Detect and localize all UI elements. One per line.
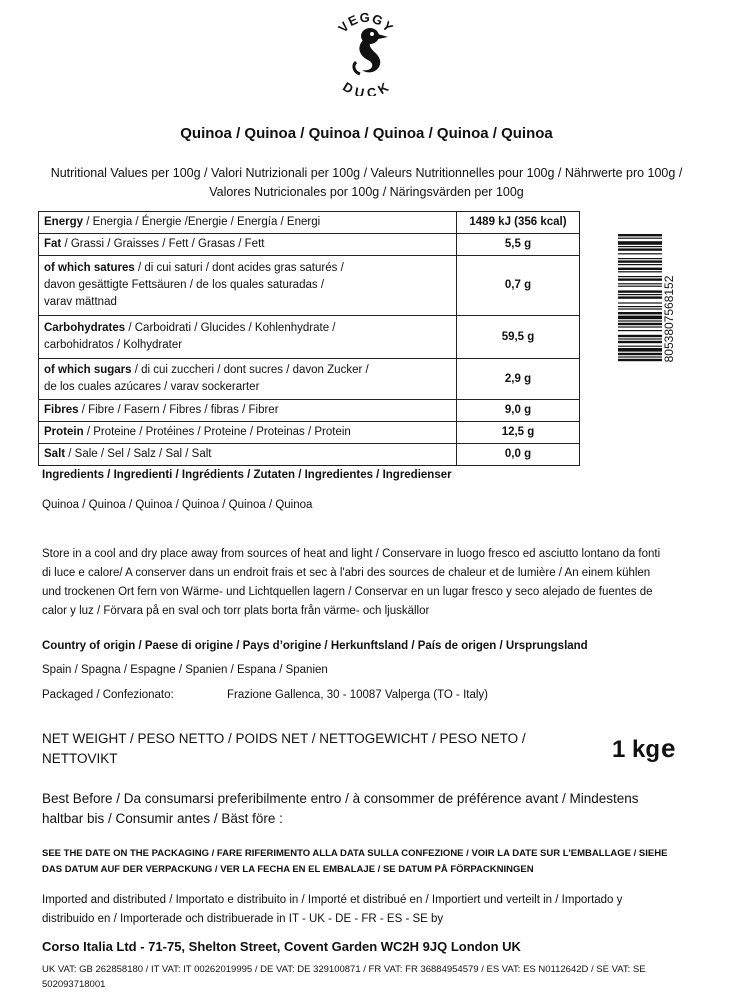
estimated-sign: e bbox=[661, 733, 676, 763]
fat-translations: / Grassi / Graisses / Fett / Grasas / Fett bbox=[61, 238, 265, 250]
barcode-bar bbox=[618, 302, 662, 303]
barcode-bar bbox=[618, 316, 662, 320]
storage-line: Store in a cool and dry place away from sources of heat and light / Conservare in luogo fresco ed asciutto lontano da fonti bbox=[42, 548, 661, 560]
barcode-bar bbox=[618, 338, 662, 339]
sugars-translations-1: / di cui zuccheri / dont sucres / davon Zucker / bbox=[131, 364, 369, 376]
origin-heading: Country of origin / Paese di origine / Pays d’origine / Herkunftsland / País de origen / Ursprungsland bbox=[42, 640, 588, 652]
fibres-label: Fibres bbox=[44, 404, 79, 416]
saturates-value: 0,7 g bbox=[457, 256, 580, 316]
see-date-line: DAS DATUM AUF DER VERPACKUNG / VER LA FECHA EN EL EMBALAJE / SE DATUM PÅ FÖRPACKNINGEN bbox=[42, 864, 534, 875]
barcode-bar bbox=[618, 258, 662, 259]
barcode-bar bbox=[618, 234, 662, 236]
barcode-bar bbox=[618, 323, 662, 325]
net-weight-line: NETTOVIKT bbox=[42, 751, 118, 766]
brand-logo bbox=[326, 4, 406, 96]
vat-line: UK VAT: GB 262858180 / IT VAT: IT 00262019995 / DE VAT: DE 329100871 / FR VAT: FR 36884954579 / ES VAT: ES N0112642D / SE VAT: SE bbox=[42, 964, 646, 975]
storage-instructions bbox=[42, 545, 702, 621]
carbs-translations-2: carbohidratos / Kolhydrater bbox=[44, 339, 183, 351]
salt-label: Salt bbox=[44, 448, 66, 460]
ingredients-heading: Ingredients / Ingredienti / Ingrédients / Zutaten / Ingredientes / Ingredienser bbox=[42, 469, 452, 481]
sugars-label: of which sugars bbox=[44, 364, 132, 376]
barcode-bar bbox=[618, 296, 662, 298]
svg-text:DUCK bbox=[340, 79, 392, 96]
salt-value: 0,0 g bbox=[457, 444, 580, 466]
barcode-number: 8053807568152 bbox=[662, 275, 676, 363]
ingredients-text: Quinoa / Quinoa / Quinoa / Quinoa / Quinoa / Quinoa bbox=[42, 499, 313, 511]
table-row bbox=[39, 256, 580, 316]
barcode-bar bbox=[618, 253, 662, 254]
barcode bbox=[618, 234, 678, 404]
barcode-bar bbox=[618, 241, 662, 245]
storage-line: di luce e calore/ A conserver dans un endroit frais et sec à l'abri des sources de chaleur et de lumière / An einem kühlen bbox=[42, 567, 651, 579]
table-row bbox=[39, 400, 580, 422]
barcode-bar bbox=[618, 312, 662, 314]
sugars-value: 2,9 g bbox=[457, 359, 580, 400]
barcode-bar bbox=[618, 306, 662, 307]
origin-countries: Spain / Spagna / Espagne / Spanien / Espana / Spanien bbox=[42, 664, 328, 676]
see-date-note bbox=[42, 846, 702, 878]
packaged-info bbox=[42, 686, 702, 705]
saturates-translations-3: varav mättnad bbox=[44, 296, 117, 308]
barcode-bar bbox=[618, 264, 662, 265]
barcode-bar bbox=[618, 346, 662, 347]
row-label bbox=[39, 212, 457, 234]
barcode-bar bbox=[618, 260, 662, 262]
see-date-line: SEE THE DATE ON THE PACKAGING / FARE RIFERIMENTO ALLA DATA SULLA CONFEZIONE / VOIR LA DATE SUR L'EMBALLAGE / SIEHE bbox=[42, 848, 668, 859]
barcode-bar bbox=[618, 268, 662, 270]
nutrition-header-line1: Nutritional Values per 100g / Valori Nutrizionali per 100g / Valeurs Nutritionnelles pour 100g / Nährwerte pro 100g / bbox=[50, 166, 683, 180]
carbs-translations-1: / Carboidrati / Glucides / Kohlenhydrate / bbox=[125, 322, 336, 334]
energy-translations: / Energia / Énergie /Energie / Energía / Energi bbox=[83, 216, 321, 228]
product-title: Quinoa / Quinoa / Quinoa / Quinoa / Quinoa / Quinoa bbox=[180, 125, 553, 142]
barcode-bar bbox=[618, 348, 662, 352]
barcode-bar bbox=[618, 353, 662, 355]
carbs-value: 59,5 g bbox=[457, 316, 580, 359]
sugars-translations-2: de los cuales azúcares / varav sockerarter bbox=[44, 381, 260, 393]
barcode-graphic bbox=[618, 234, 678, 404]
fibres-translations: / Fibre / Fasern / Fibres / fibras / Fibrer bbox=[78, 404, 279, 416]
table-row bbox=[39, 359, 580, 400]
barcode-bar bbox=[618, 330, 662, 331]
energy-value: 1489 kJ (356 kcal) bbox=[457, 212, 580, 234]
row-label bbox=[39, 234, 457, 256]
nutrition-table bbox=[38, 211, 580, 466]
vat-line: 502093718001 bbox=[42, 979, 106, 990]
nutrition-header bbox=[10, 164, 723, 202]
barcode-bar bbox=[618, 359, 662, 361]
logo-bottom-text: DUCK bbox=[340, 78, 392, 96]
barcode-bar bbox=[618, 278, 662, 280]
best-before-line: haltbar bis / Consumir antes / Bäst före : bbox=[42, 811, 283, 826]
table-row bbox=[39, 234, 580, 256]
barcode-bar bbox=[618, 356, 662, 357]
net-weight-label bbox=[42, 729, 702, 769]
fat-label: Fat bbox=[44, 238, 62, 250]
distribution-line: Imported and distributed / Importato e distribuito in / Importé et distribué en / Importiert und verteilt in / Importado y bbox=[42, 894, 623, 906]
weight-amount: 1 kg bbox=[612, 736, 661, 763]
net-weight-line: NET WEIGHT / PESO NETTO / POIDS NET / NETTOGEWICHT / PESO NETO / bbox=[42, 731, 526, 746]
barcode-bar bbox=[618, 276, 662, 277]
nutrition-header-line2: Valores Nutricionales por 100g / Näringsvärden per 100g bbox=[209, 185, 524, 199]
duck-icon bbox=[354, 28, 388, 74]
barcode-bar bbox=[618, 283, 662, 284]
company-address: Corso Italia Ltd - 71-75, Shelton Street, Covent Garden WC2H 9JQ London UK bbox=[42, 939, 521, 954]
fibres-value: 9,0 g bbox=[457, 400, 580, 422]
saturates-label: of which satures bbox=[44, 262, 135, 274]
saturates-translations-2: davon gesättigte Fettsäuren / de los quales saturadas / bbox=[44, 279, 325, 291]
barcode-bar bbox=[618, 294, 662, 295]
vat-numbers bbox=[42, 962, 702, 992]
barcode-bar bbox=[618, 290, 662, 292]
table-row bbox=[39, 212, 580, 234]
barcode-bar bbox=[618, 341, 662, 343]
fat-value: 5,5 g bbox=[457, 234, 580, 256]
packaged-address: Frazione Gallenca, 30 - 10087 Valperga (TO - Italy) bbox=[227, 689, 489, 701]
packaged-label: Packaged / Confezionato: bbox=[42, 689, 174, 701]
table-row bbox=[39, 316, 580, 359]
row-label bbox=[39, 359, 457, 400]
row-label bbox=[39, 444, 457, 466]
row-label bbox=[39, 422, 457, 444]
barcode-bar bbox=[618, 271, 662, 272]
logo-top-text: VEGGY bbox=[335, 9, 397, 36]
table-row bbox=[39, 422, 580, 444]
energy-label: Energy bbox=[44, 216, 83, 228]
barcode-bar bbox=[618, 246, 662, 247]
saturates-translations-1: / di cui saturi / dont acides gras saturés / bbox=[134, 262, 344, 274]
storage-line: calor y luz / Förvara på en sval och torr plats borta från värme- och ljuskällor bbox=[42, 605, 430, 617]
protein-translations: / Proteine / Protéines / Proteine / Proteinas / Protein bbox=[83, 426, 351, 438]
best-before bbox=[42, 789, 702, 829]
barcode-bar bbox=[618, 320, 662, 321]
best-before-line: Best Before / Da consumarsi preferibilmente entro / à consommer de préférence avant / Mindestens bbox=[42, 791, 639, 806]
carbs-label: Carbohydrates bbox=[44, 322, 126, 334]
barcode-bar bbox=[618, 308, 662, 309]
salt-translations: / Sale / Sel / Salz / Sal / Salt bbox=[65, 448, 212, 460]
barcode-bar bbox=[618, 238, 662, 239]
barcode-bar bbox=[618, 248, 662, 250]
row-label bbox=[39, 316, 457, 359]
distribution-line: distribuido en / Importerade och distribuerade in IT - UK - DE - FR - ES - SE by bbox=[42, 913, 444, 925]
net-weight-value bbox=[612, 733, 676, 764]
protein-value: 12,5 g bbox=[457, 422, 580, 444]
row-label bbox=[39, 400, 457, 422]
storage-line: und trockenen Ort fern von Wärme- und Lichtquellen lagern / Conservar en un lugar fresco y seco alejado de fuentes de bbox=[42, 586, 653, 598]
barcode-bar bbox=[618, 326, 662, 327]
distribution-info bbox=[42, 891, 702, 929]
barcode-bar bbox=[618, 286, 662, 287]
table-row bbox=[39, 444, 580, 466]
row-label bbox=[39, 256, 457, 316]
protein-label: Protein bbox=[44, 426, 84, 438]
barcode-bar bbox=[618, 335, 662, 337]
